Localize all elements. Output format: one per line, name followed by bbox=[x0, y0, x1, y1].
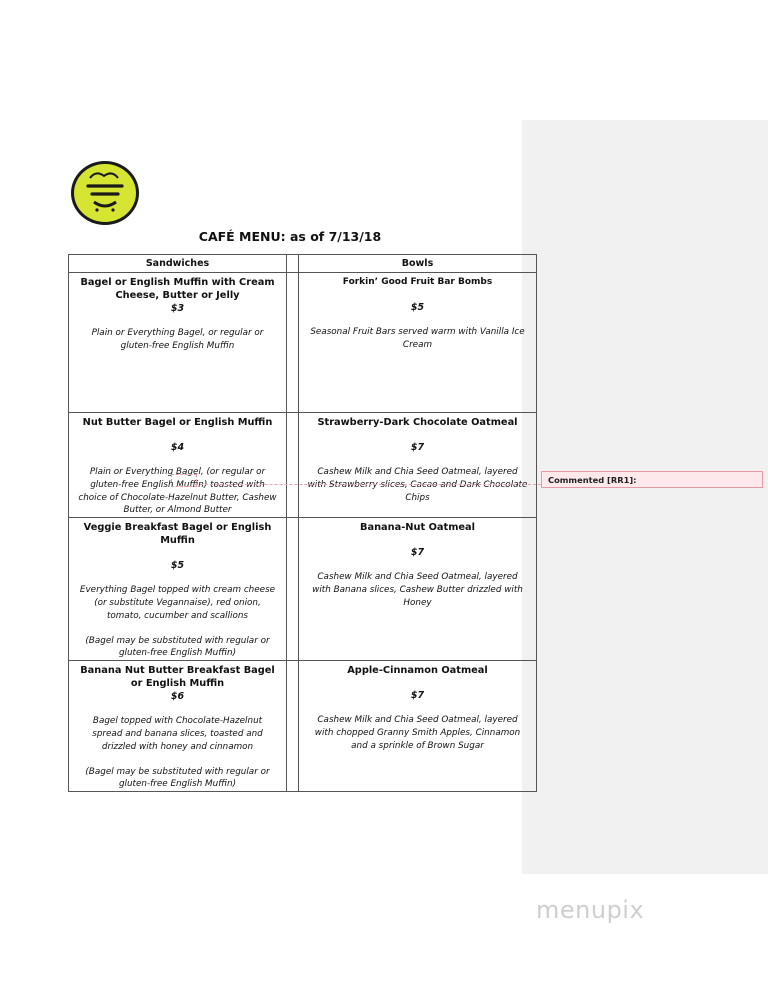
sandwich-name: Nut Butter Bagel or English Muffin bbox=[82, 417, 273, 428]
menu-table bbox=[68, 254, 537, 792]
bowl-name: Banana-Nut Oatmeal bbox=[359, 522, 476, 534]
spacer-cell bbox=[287, 661, 299, 792]
sandwich-description: Plain or Everything Bagel, or regular or gluten-free English Muffin bbox=[91, 328, 264, 351]
column-header-bowls: Bowls bbox=[299, 255, 537, 273]
page-title: CAFÉ MENU: as of 7/13/18 bbox=[198, 229, 382, 244]
bowl-price: $5 bbox=[410, 302, 425, 313]
bowl-description: Cashew Milk and Chia Seed Oatmeal, layered with chopped Granny Smith Apples, Cinnamon and a sprinkle of Brown Sugar bbox=[314, 715, 521, 751]
bowl-cell bbox=[299, 661, 537, 792]
sandwich-note: (Bagel may be substituted with regular or gluten-free English Muffin) bbox=[85, 766, 270, 790]
sandwich-cell bbox=[69, 413, 287, 518]
bowl-cell bbox=[299, 413, 537, 518]
sandwich-cell bbox=[69, 661, 287, 792]
sandwich-cell bbox=[69, 518, 287, 661]
sandwich-cell bbox=[69, 273, 287, 413]
sandwich-price: $5 bbox=[170, 560, 185, 572]
bowl-name: Strawberry-Dark Chocolate Oatmeal bbox=[317, 417, 518, 428]
bowl-price: $7 bbox=[410, 547, 425, 559]
bowl-price: $7 bbox=[410, 690, 425, 702]
column-header-sandwiches: Sandwiches bbox=[69, 255, 287, 273]
sandwich-name: Banana Nut Butter Breakfast Bagel or English Muffin bbox=[80, 665, 275, 690]
sandwich-price: $3 bbox=[170, 303, 185, 314]
sandwich-description: Everything Bagel topped with cream cheese (or substitute Vegannaise), red onion, tomato, cucumber and scallions bbox=[79, 585, 276, 621]
frisky-goat-logo bbox=[70, 160, 142, 226]
spacer-column bbox=[287, 255, 299, 273]
sandwich-price: $4 bbox=[170, 442, 185, 453]
table-header-row bbox=[69, 255, 537, 273]
spacer-cell bbox=[287, 273, 299, 413]
table-row bbox=[69, 413, 537, 518]
spacer-cell bbox=[287, 413, 299, 518]
comment-connector-line bbox=[195, 484, 541, 485]
bowl-description: Cashew Milk and Chia Seed Oatmeal, layered with Strawberry slices, Cacao and Dark Chocolate Chips bbox=[307, 467, 528, 503]
spacer-cell bbox=[287, 518, 299, 661]
table-row bbox=[69, 518, 537, 661]
bowl-name: Apple-Cinnamon Oatmeal bbox=[347, 665, 488, 677]
bowl-cell bbox=[299, 518, 537, 661]
bowl-name: Forkin’ Good Fruit Bar Bombs bbox=[342, 277, 493, 287]
watermark: menupix bbox=[536, 896, 645, 924]
bowl-price: $7 bbox=[410, 442, 425, 453]
table-row bbox=[69, 273, 537, 413]
sandwich-name: Bagel or English Muffin with Cream Cheese, Butter or Jelly bbox=[80, 277, 275, 301]
comment-bubble[interactable]: Commented [RR1]: bbox=[541, 471, 763, 488]
sandwich-price: $6 bbox=[170, 691, 185, 703]
sandwich-note: (Bagel may be substituted with regular or gluten-free English Muffin) bbox=[85, 635, 270, 659]
sandwich-name: Veggie Breakfast Bagel or English Muffin bbox=[83, 522, 272, 547]
table-row bbox=[69, 661, 537, 792]
comment-anchor-highlight[interactable] bbox=[171, 474, 197, 487]
bowl-description: Cashew Milk and Chia Seed Oatmeal, layered with Banana slices, Cashew Butter drizzled with Honey bbox=[312, 572, 523, 608]
bowl-cell bbox=[299, 273, 537, 413]
sandwich-description: Plain or Everything Bagel, (or regular or gluten-free English Muffin) toasted with choice of Chocolate-Hazelnut Butter, Cashew Butter, or Almond Butter bbox=[78, 467, 277, 516]
bowl-description: Seasonal Fruit Bars served warm with Vanilla Ice Cream bbox=[310, 327, 525, 350]
sandwich-description: Bagel topped with Chocolate-Hazelnut spread and banana slices, toasted and drizzled with honey and cinnamon bbox=[92, 716, 263, 752]
